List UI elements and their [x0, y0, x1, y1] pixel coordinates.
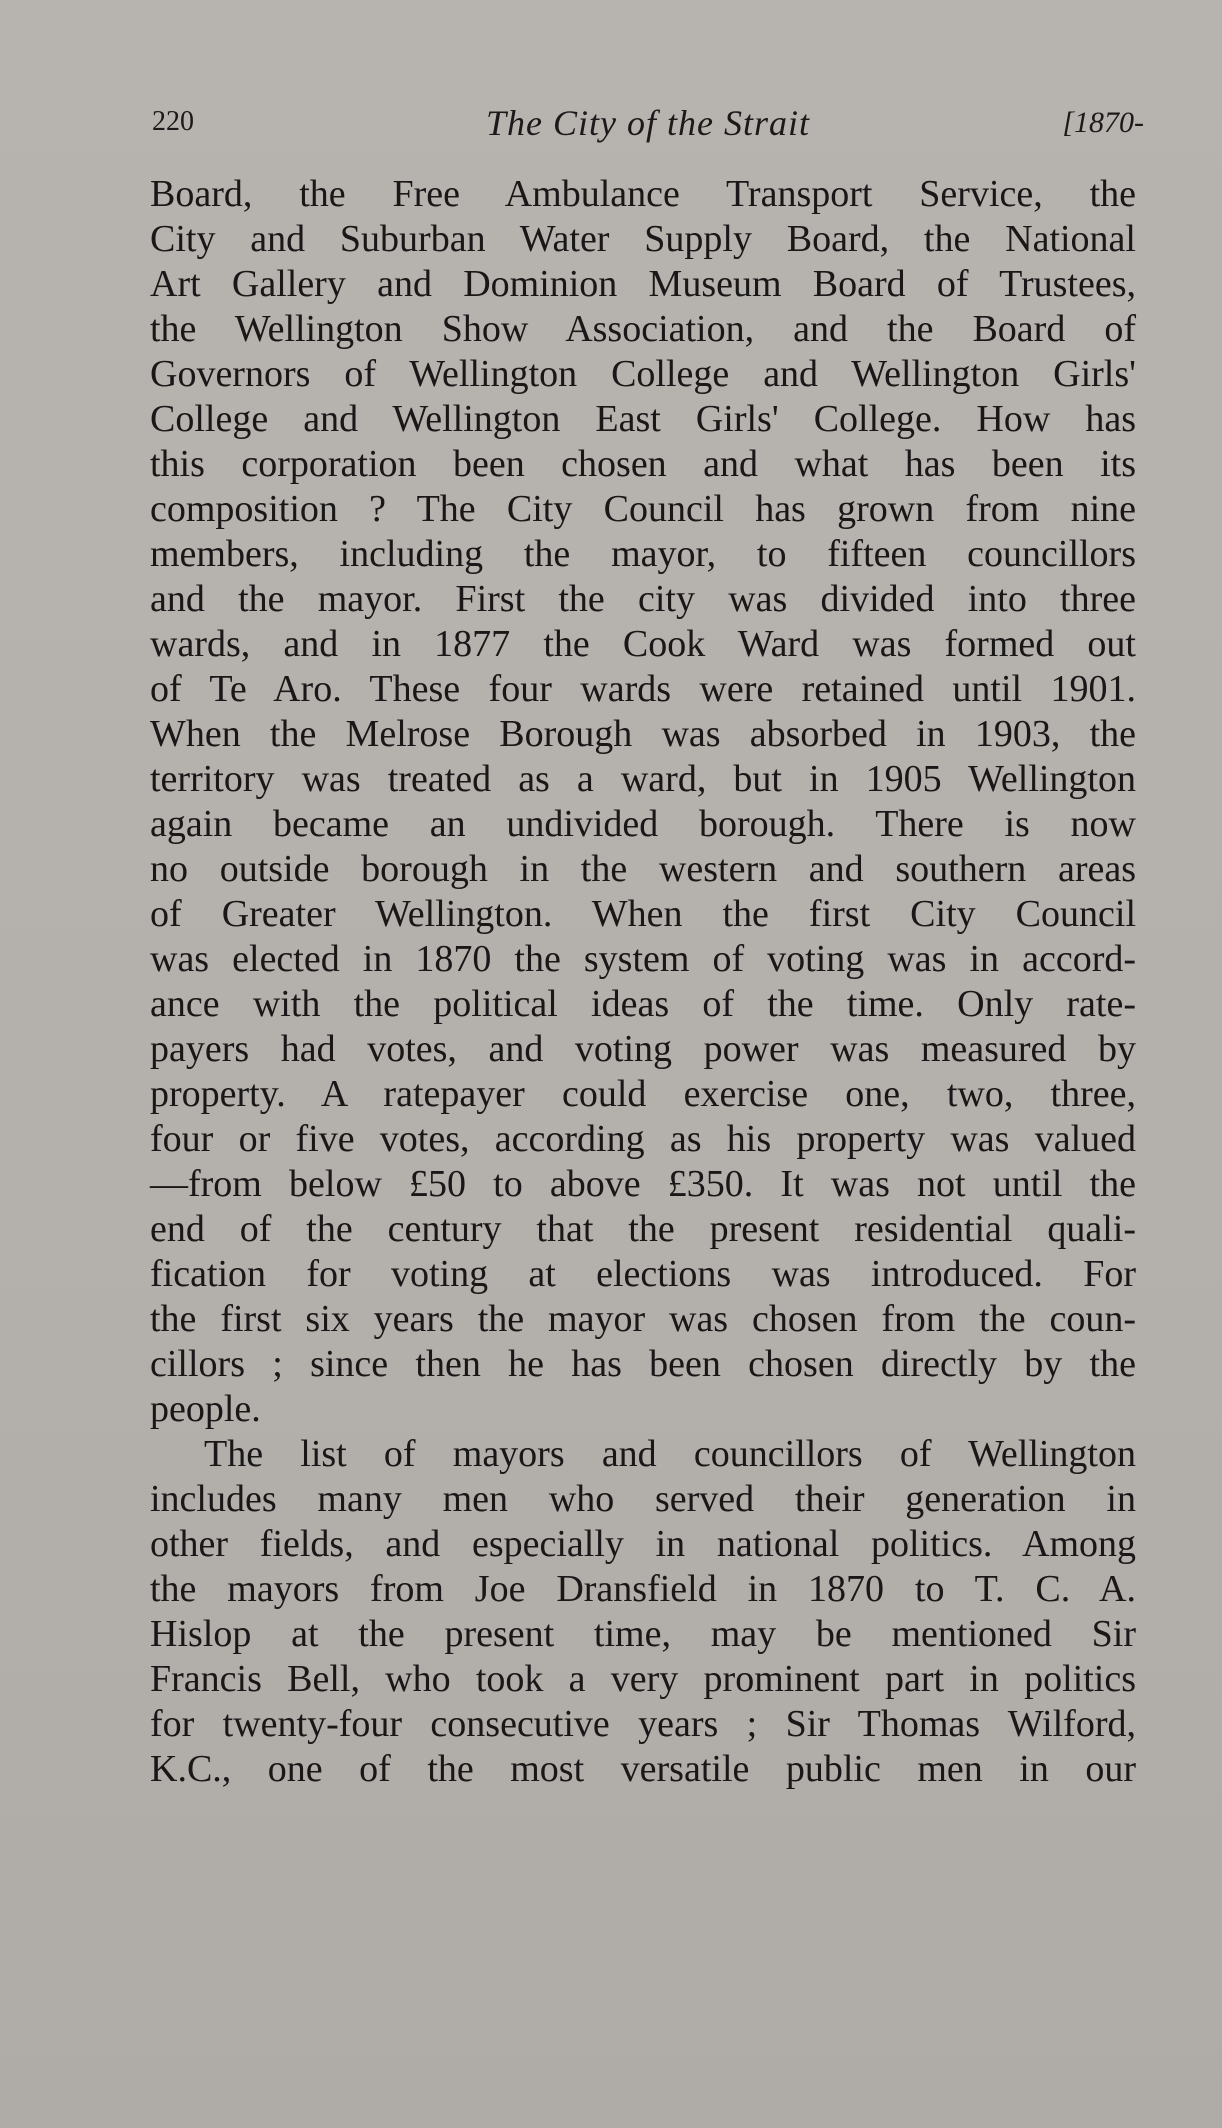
text-line: wards, and in 1877 the Cook Ward was formed out	[150, 623, 1136, 665]
text-line: Governors of Wellington College and Wellington Girls'	[150, 353, 1136, 395]
year-marker: [1870-	[1062, 106, 1144, 139]
text-line: of Te Aro. These four wards were retained until 1901.	[150, 668, 1136, 710]
text-line: no outside borough in the western and southern areas	[150, 848, 1136, 890]
paragraph-start-line: The list of mayors and councillors of Wellington	[204, 1433, 1136, 1475]
text-line: Art Gallery and Dominion Museum Board of Trustees,	[150, 263, 1136, 305]
text-line: people.	[150, 1388, 261, 1430]
text-line: the first six years the mayor was chosen from the coun-	[150, 1298, 1136, 1340]
text-line: Board, the Free Ambulance Transport Service, the	[150, 173, 1136, 215]
text-line: includes many men who served their generation in	[150, 1478, 1136, 1520]
text-line: fication for voting at elections was introduced. For	[150, 1253, 1136, 1295]
page-header	[152, 98, 1144, 154]
text-line: again became an undivided borough. There is now	[150, 803, 1136, 845]
text-line: When the Melrose Borough was absorbed in 1903, the	[150, 713, 1136, 755]
text-line: end of the century that the present residential quali-	[150, 1208, 1136, 1250]
text-line: payers had votes, and voting power was measured by	[150, 1028, 1136, 1070]
text-line: the Wellington Show Association, and the Board of	[150, 308, 1136, 350]
text-line: City and Suburban Water Supply Board, the National	[150, 218, 1136, 260]
text-line: four or five votes, according as his property was valued	[150, 1118, 1136, 1160]
text-line: the mayors from Joe Dransfield in 1870 to T. C. A.	[150, 1568, 1136, 1610]
body-text	[150, 172, 1136, 1792]
text-line: for twenty-four consecutive years ; Sir Thomas Wilford,	[150, 1703, 1136, 1745]
text-line: territory was treated as a ward, but in 1905 Wellington	[150, 758, 1136, 800]
text-line: members, including the mayor, to fifteen councillors	[150, 533, 1136, 575]
text-line: and the mayor. First the city was divided into three	[150, 578, 1136, 620]
text-line: College and Wellington East Girls' College. How has	[150, 398, 1136, 440]
text-line: composition ? The City Council has grown from nine	[150, 488, 1136, 530]
running-title: The City of the Strait	[486, 103, 810, 143]
text-line: Francis Bell, who took a very prominent part in politics	[150, 1658, 1136, 1700]
text-line: ance with the political ideas of the time. Only rate-	[150, 983, 1136, 1025]
page-number: 220	[152, 106, 194, 137]
text-line: —from below £50 to above £350. It was not until the	[150, 1163, 1136, 1205]
text-line: this corporation been chosen and what has been its	[150, 443, 1136, 485]
text-line: K.C., one of the most versatile public men in our	[150, 1748, 1136, 1790]
text-line: Hislop at the present time, may be mentioned Sir	[150, 1613, 1136, 1655]
text-line: property. A ratepayer could exercise one, two, three,	[150, 1073, 1136, 1115]
text-line: cillors ; since then he has been chosen directly by the	[150, 1343, 1136, 1385]
text-line: of Greater Wellington. When the first City Council	[150, 893, 1136, 935]
text-line: other fields, and especially in national politics. Among	[150, 1523, 1136, 1565]
text-line: was elected in 1870 the system of voting was in accord-	[150, 938, 1136, 980]
